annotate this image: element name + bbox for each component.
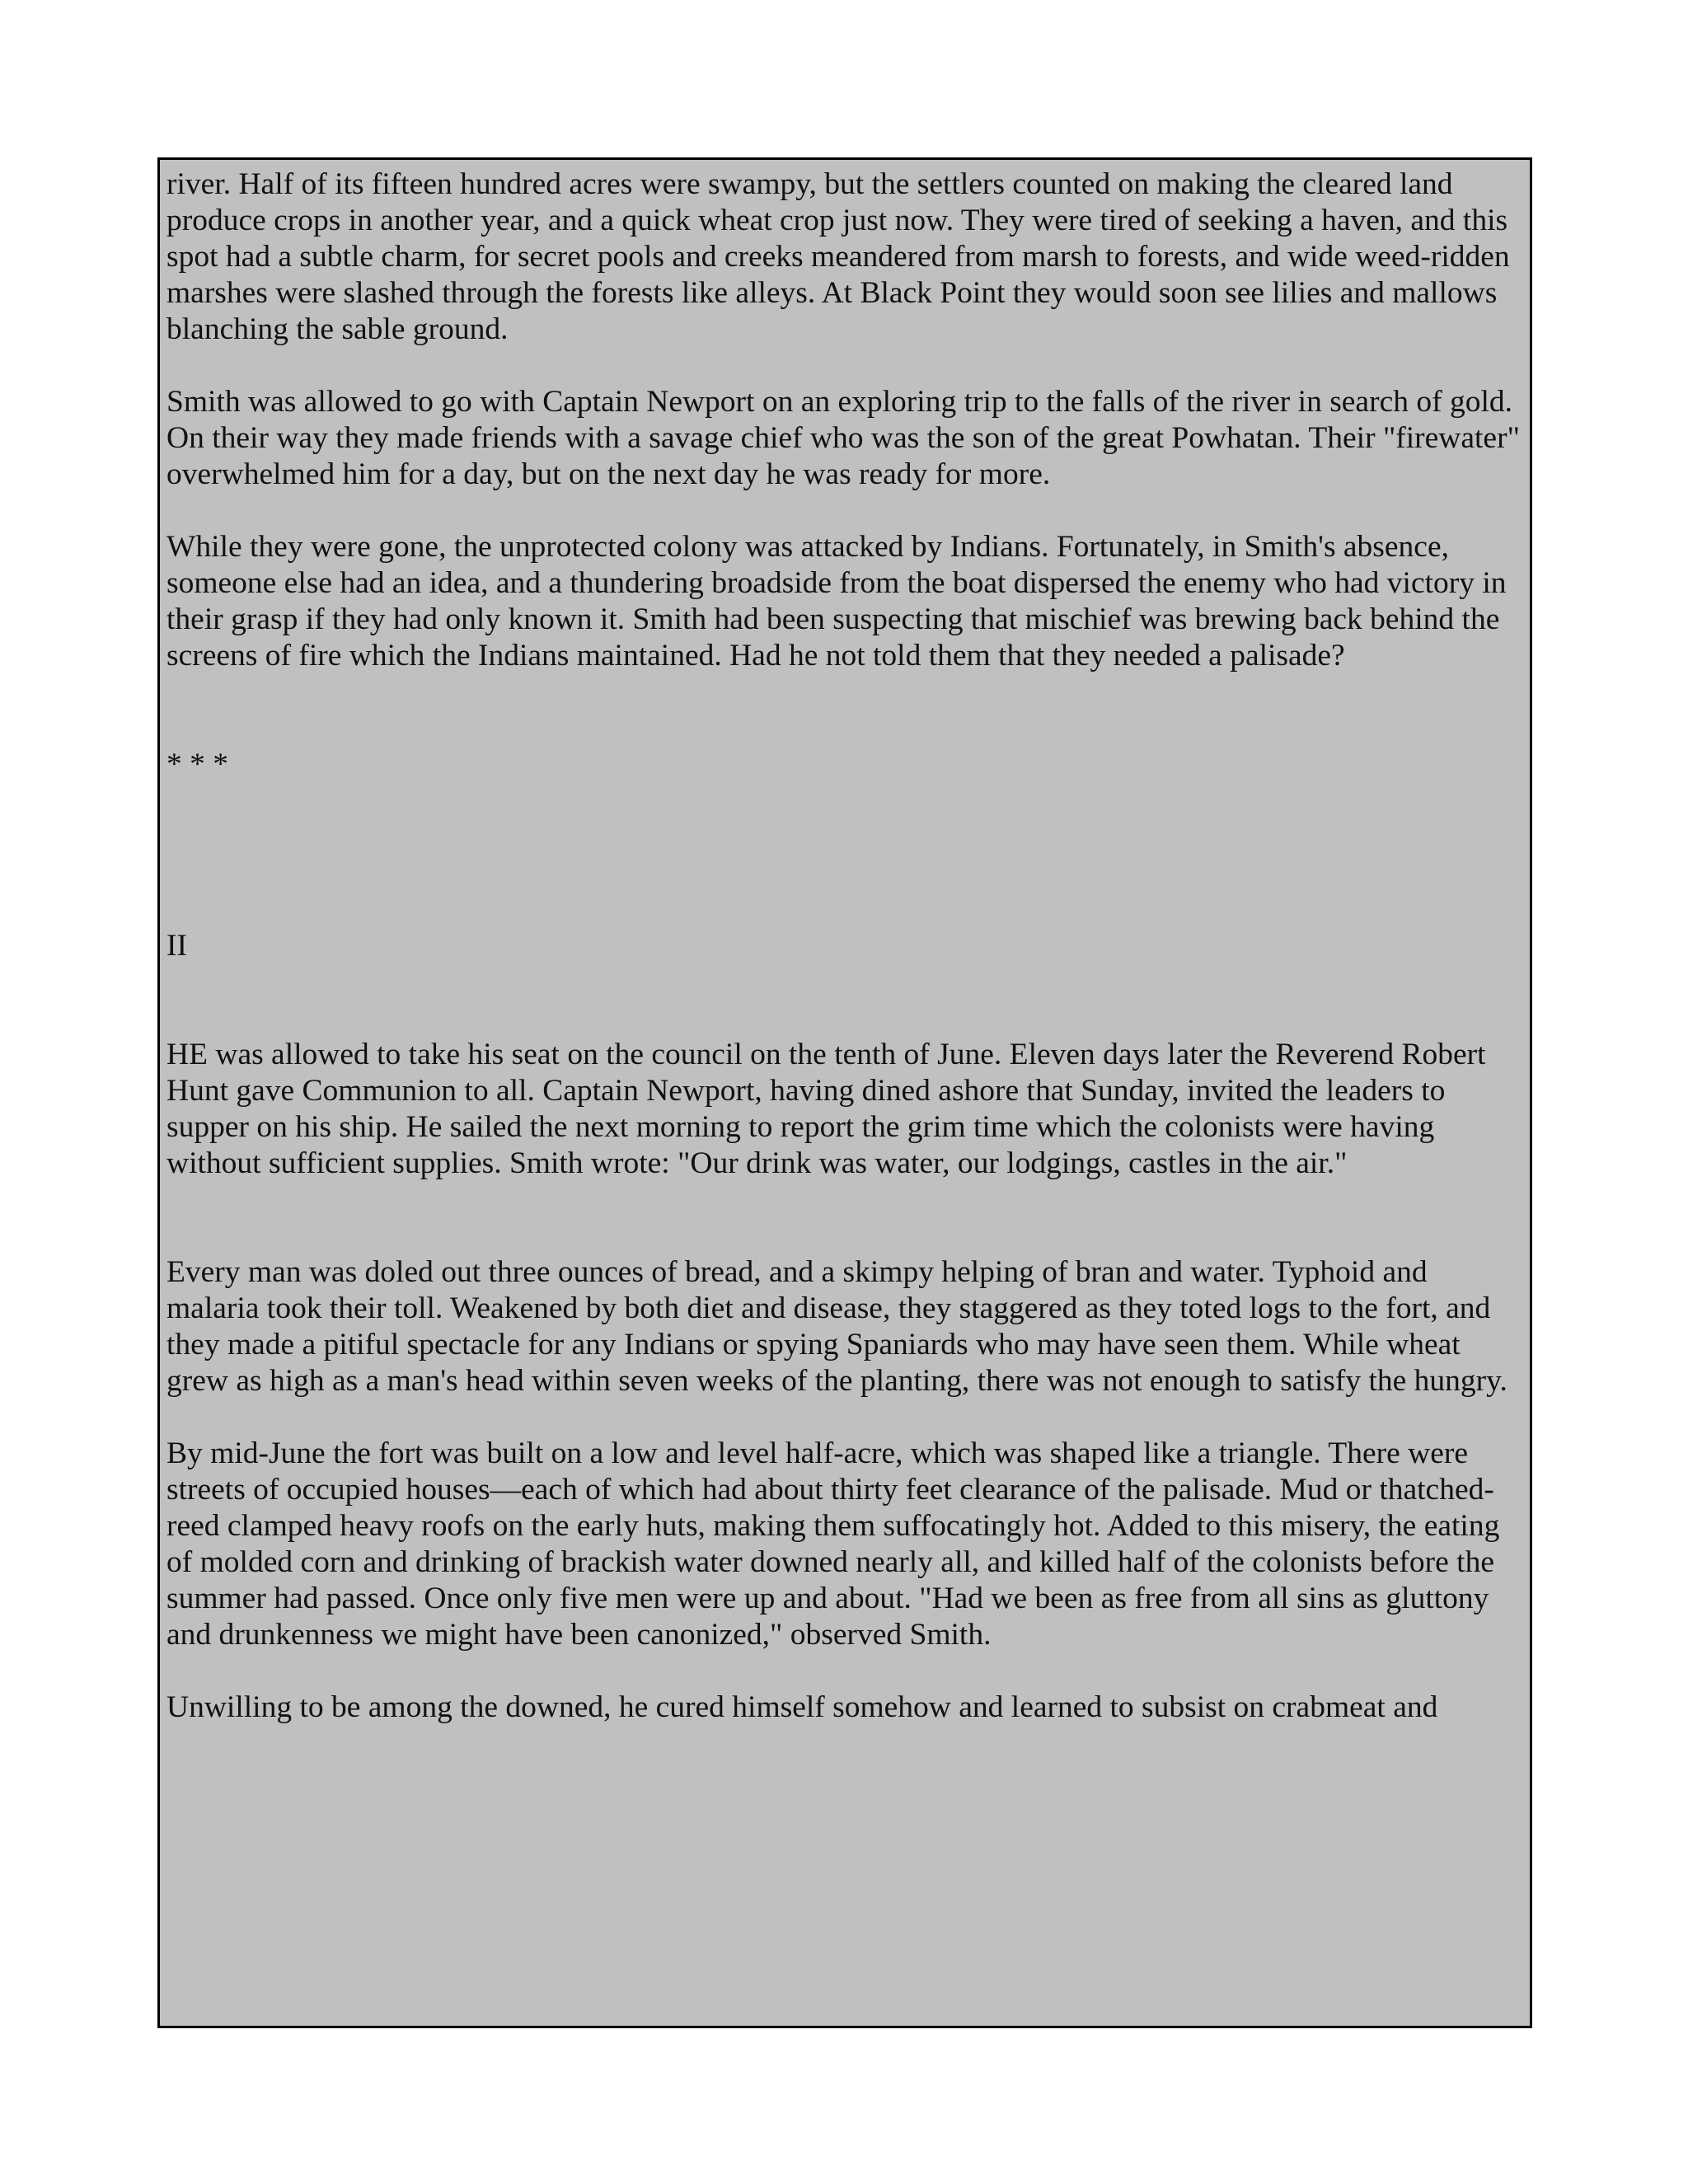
- paragraph-spacer: [166, 1399, 1522, 1436]
- section-spacer: [166, 674, 1522, 747]
- paragraph-1: river. Half of its fifteen hundred acres were swampy, but the settlers counted on making the cleared land produce crops in another year, and a quick wheat crop just now. They were tired of seeking a haven, and this spot had a subtle charm, for secret pools and creeks meandered from marsh to forests, and wide weed-ridden marshes were slashed through the forests like alleys. At Black Point they would soon see lilies and mallows blanching the sable ground.: [166, 167, 1510, 346]
- paragraph-3: While they were gone, the unprotected colony was attacked by Indians. Fortunately, in Smith's absence, someone else had an idea, and a thundering broadside from the boat dispersed the enemy who had victory in their grasp if they had only known it. Smith had been suspecting that mischief was brewing back behind the screens of fire which the Indians maintained. Had he not told them that they needed a palisade?: [166, 530, 1507, 673]
- paragraph-5: Every man was doled out three ounces of bread, and a skimpy helping of bran and water. Typhoid and malaria took their toll. Weakened by both diet and disease, they staggered as they toted logs to the fort, and they made a pitiful spectacle for any Indians or spying Spaniards who may have seen them. While wheat grew as high as a man's head within seven weeks of the planting, there was not enough to satisfy the hungry.: [166, 1255, 1507, 1398]
- section-break: * * *: [166, 748, 228, 781]
- document-page: [157, 157, 1532, 2028]
- paragraph-2: Smith was allowed to go with Captain Newport on an exploring trip to the falls of the river in search of gold. On their way they made friends with a savage chief who was the son of the great Powhatan. Their "firewater" overwhelmed him for a day, but on the next day he was ready for more.: [166, 385, 1520, 491]
- paragraph-spacer: [166, 348, 1522, 384]
- section-spacer: [166, 964, 1522, 1037]
- paragraph-6: By mid-June the fort was built on a low and level half-acre, which was shaped like a triangle. There were streets of occupied houses—each of which had about thirty feet clearance of the palisade. Mud or thatched-reed clamped heavy roofs on the early huts, making them suffocatingly hot. Added to this misery, the eating of molded corn and drinking of brackish water downed nearly all, and killed half of the colonists before the summer had passed. Once only five men were up and about. "Had we been as free from all sins as gluttony and drunkenness we might have been canonized," observed Smith.: [166, 1436, 1500, 1652]
- paragraph-4: HE was allowed to take his seat on the council on the tenth of June. Eleven days later the Reverend Robert Hunt gave Communion to all. Captain Newport, having dined ashore that Sunday, invited the leaders to supper on his ship. He sailed the next morning to report the grim time which the colonists were having without sufficient supplies. Smith wrote: "Our drink was water, our lodgings, castles in the air.": [166, 1038, 1486, 1180]
- paragraph-spacer: [166, 1653, 1522, 1690]
- chapter-heading: II: [166, 929, 187, 963]
- paragraph-7: Unwilling to be among the downed, he cured himself somehow and learned to subsist on crabmeat and: [166, 1690, 1438, 1724]
- paragraph-spacer: [166, 493, 1522, 529]
- section-spacer: [166, 783, 1522, 928]
- section-spacer: [166, 1182, 1522, 1254]
